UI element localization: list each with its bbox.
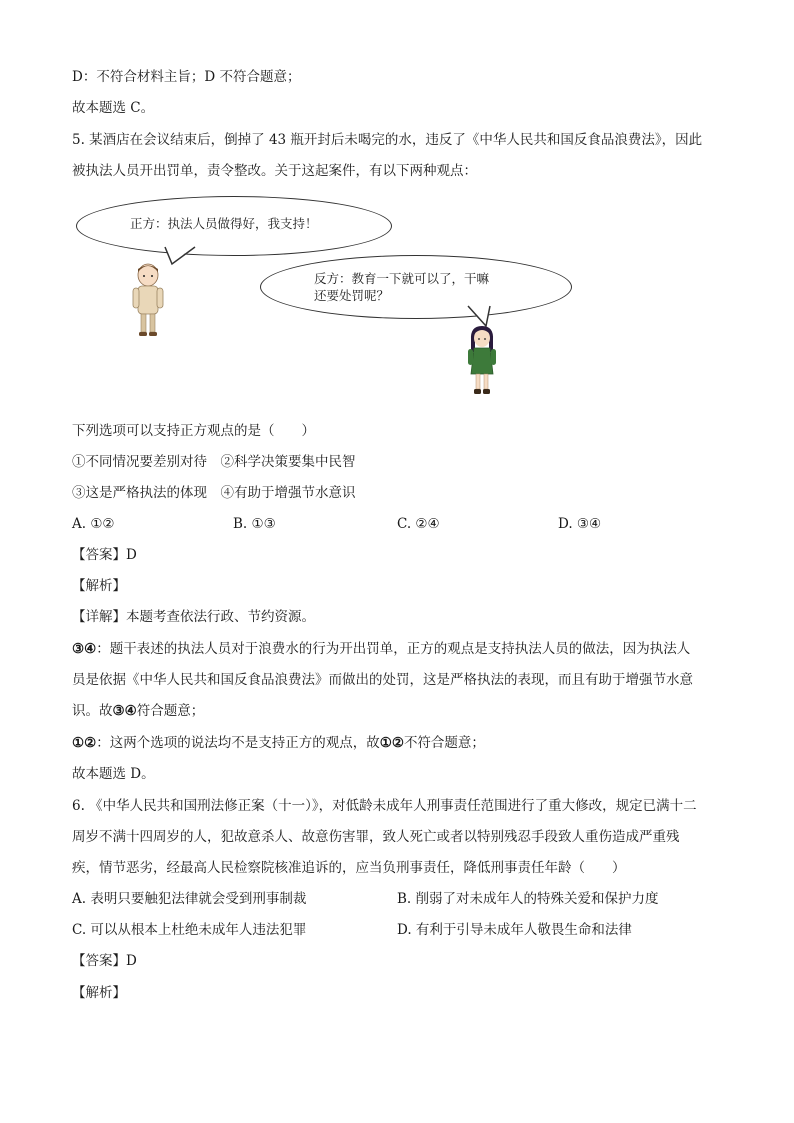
q5-answer: 【答案】D bbox=[72, 547, 137, 563]
con-speech-text-line2: 还要处罚呢？ bbox=[314, 288, 390, 303]
boy-figure-icon bbox=[130, 262, 166, 338]
q6-stem-line1: 6. 《中华人民共和国刑法修正案（十一）》，对低龄未成年人刑事责任范围进行了重大修改，规定已满十二 bbox=[72, 798, 697, 814]
q6-option-d: D. 有利于引导未成年人敬畏生命和法律 bbox=[397, 922, 632, 938]
statement-marker: ③④ bbox=[112, 703, 137, 719]
prev-option-d-note: D：不符合材料主旨；D 不符合题意； bbox=[72, 69, 301, 85]
q5-option-a: A. ①② bbox=[72, 516, 115, 532]
q6-option-c: C. 可以从根本上杜绝未成年人违法犯罪 bbox=[72, 922, 307, 938]
pro-speech-text: 正方：执法人员做得好，我支持！ bbox=[130, 216, 318, 231]
q5-explanation-line1: ③④：题干表述的执法人员对于浪费水的行为开出罚单，正方的观点是支持执法人员的做法，因为执法人 bbox=[72, 641, 691, 657]
q5-option-d: D. ③④ bbox=[558, 516, 602, 532]
q6-stem-line3: 疾，情节恶劣，经最高人民检察院核准追诉的，应当负刑事责任，降低刑事责任年龄（ ） bbox=[72, 860, 626, 876]
q6-answer: 【答案】D bbox=[72, 953, 137, 969]
girl-figure-icon bbox=[466, 324, 498, 396]
prev-answer-conclusion: 故本题选 C。 bbox=[72, 100, 155, 116]
con-speech-text-line1: 反方：教育一下就可以了，干嘛 bbox=[314, 271, 490, 286]
q5-statements-3-4: ③这是严格执法的体现 ④有助于增强节水意识 bbox=[72, 485, 356, 501]
q5-stem-line1: 5. 某酒店在会议结束后，倒掉了 43 瓶开封后未喝完的水，违反了《中华人民共和国反食品浪费法》，因此 bbox=[72, 132, 703, 148]
q5-explanation-line4: ①②：这两个选项的说法均不是支持正方的观点，故①②不符合题意； bbox=[72, 735, 485, 751]
con-speech-bubble bbox=[260, 255, 572, 319]
q5-detail-heading: 【详解】本题考查依法行政、节约资源。 bbox=[72, 609, 315, 625]
statement-marker: ③④ bbox=[72, 641, 97, 657]
q5-stem-line2: 被执法人员开出罚单，责令整改。关于这起案件，有以下两种观点： bbox=[72, 163, 477, 179]
q5-conclusion: 故本题选 D。 bbox=[72, 766, 155, 782]
q5-explanation-line2: 员是依据《中华人民共和国反食品浪费法》而做出的处罚，这是严格执法的表现，而且有助于增强节水意 bbox=[72, 672, 693, 688]
q5-analysis-heading: 【解析】 bbox=[72, 578, 126, 594]
q5-explanation-line3: 识。故③④符合题意； bbox=[72, 703, 205, 719]
statement-marker: ①② bbox=[72, 735, 97, 751]
q6-option-a: A. 表明只要触犯法律就会受到刑事制裁 bbox=[72, 891, 307, 907]
q6-stem-line2: 周岁不满十四周岁的人，犯故意杀人、故意伤害罪，致人死亡或者以特别残忍手段致人重伤造成严重残 bbox=[72, 829, 680, 845]
q6-option-b: B. 削弱了对未成年人的特殊关爱和保护力度 bbox=[397, 891, 659, 907]
q6-analysis-heading: 【解析】 bbox=[72, 985, 126, 1001]
q5-prompt: 下列选项可以支持正方观点的是（ ） bbox=[72, 423, 315, 439]
q5-option-c: C. ②④ bbox=[397, 516, 440, 532]
q5-option-b: B. ①③ bbox=[233, 516, 276, 532]
q5-statements-1-2: ①不同情况要差别对待 ②科学决策要集中民智 bbox=[72, 454, 356, 470]
statement-marker: ①② bbox=[379, 735, 404, 751]
